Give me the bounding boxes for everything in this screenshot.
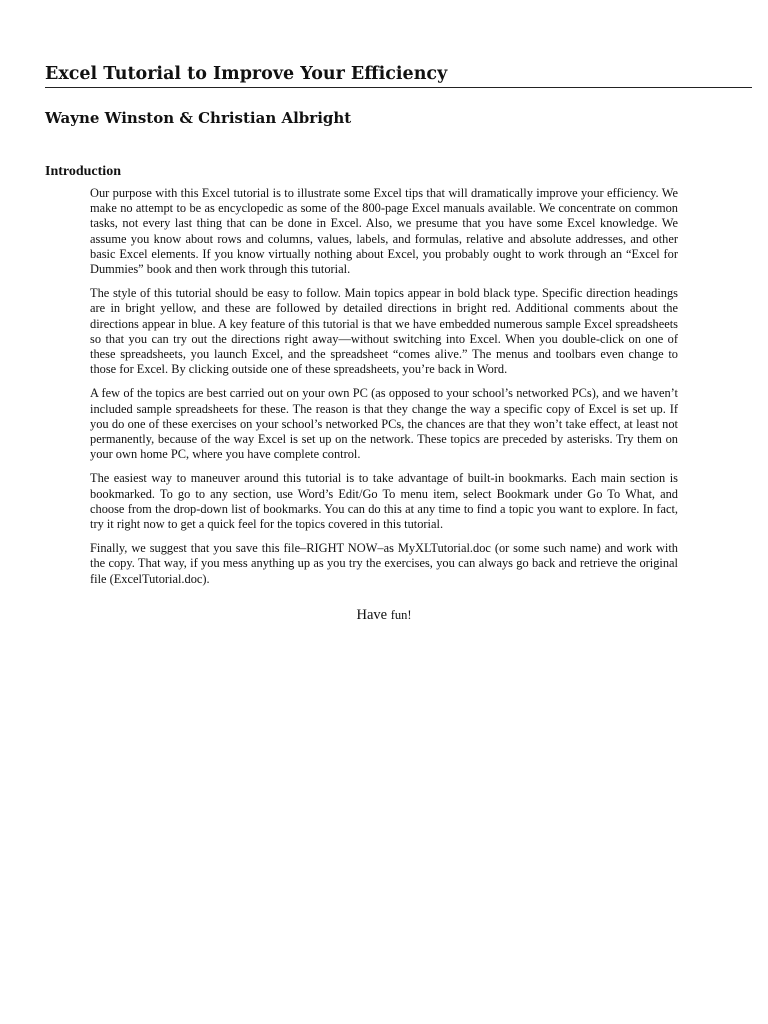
closing-line	[0, 607, 768, 624]
paragraph-save-copy: Finally, we suggest that you save this file–RIGHT NOW–as MyXLTutorial.doc (or some such name) and work with the copy. That way, if you mess anything up as you try the exercises, you can always go back and retrieve the original file (ExcelTutorial.doc).	[90, 541, 678, 586]
paragraph-own-pc: A few of the topics are best carried out on your own PC (as opposed to your school’s networked PCs), and we haven’t included sample spreadsheets for these. The reason is that they change the way a specific copy of Excel is set up. If you do one of these exercises on your school’s networked PCs, the chances are that they won’t take effect, at least not permanently, because of the way Excel is set up on the network. These topics are preceded by asterisks. Try them on your own home PC, where you have complete control.	[90, 386, 678, 462]
paragraph-bookmarks: The easiest way to maneuver around this tutorial is to take advantage of built-in bookmarks. Each main section is bookmarked. To go to any section, use Word’s Edit/Go To menu item, select Bookmark under Go To What, and choose from the drop-down list of bookmarks. You can do this at any time to find a topic you want to explore. In fact, try it right now to get a quick feel for the topics covered in this tutorial.	[90, 471, 678, 532]
section-heading-introduction: Introduction	[45, 164, 121, 179]
introduction-body	[90, 186, 678, 596]
title-underline-divider	[45, 87, 752, 88]
document-title: Excel Tutorial to Improve Your Efficiency	[45, 64, 448, 84]
closing-fun: fun!	[390, 608, 412, 622]
paragraph-purpose: Our purpose with this Excel tutorial is to illustrate some Excel tips that will dramatically improve your efficiency. We make no attempt to be as encyclopedic as some of the 800-page Excel manuals available. We concentrate on common tasks, not every last thing that can be done in Excel. Also, we presume that you have some Excel knowledge. We assume you know about rows and columns, values, labels, and formulas, relative and absolute addresses, and other basic Excel elements. If you know virtually nothing about Excel, you probably ought to work through an “Excel for Dummies” book and then work through this tutorial.	[90, 186, 678, 277]
authors-line: Wayne Winston & Christian Albright	[45, 109, 352, 127]
paragraph-style: The style of this tutorial should be easy to follow. Main topics appear in bold black type. Specific direction headings are in bright yellow, and these are followed by detailed directions in bright red. Additional comments about the directions appear in blue. A key feature of this tutorial is that we have embedded numerous sample Excel spreadsheets so that you can try out the directions right away—without switching into Excel. When you double-click on one of these spreadsheets, you launch Excel, and the spreadsheet “comes alive.” The menus and toolbars even change to those for Excel. By clicking outside one of these spreadsheets, you’re back in Word.	[90, 286, 678, 377]
closing-have: Have	[356, 607, 388, 623]
